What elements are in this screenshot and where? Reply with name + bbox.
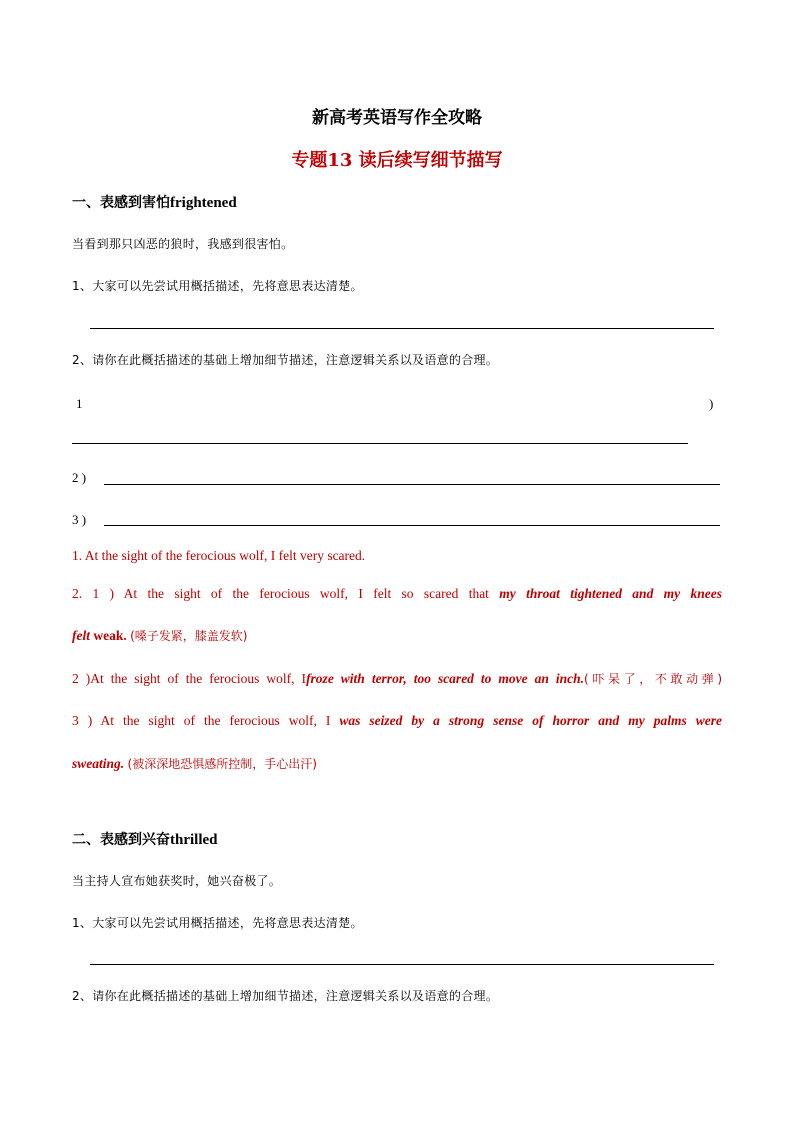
task-instruction-1: 1、大家可以先尝试用概括描述，先将意思表达清楚。 — [72, 916, 363, 930]
answer-4-prefix: 3 ) At the sight of the ferocious wolf, I — [72, 713, 331, 728]
section-heading-cn: 二、表感到兴奋 — [72, 832, 170, 848]
answer-3-emphasis: froze with terror, too scared to move an inch. — [306, 671, 585, 686]
document-subtitle: 专题13 读后续写细节描写 — [291, 150, 503, 171]
prompt-sentence: 当看到那只凶恶的狼时，我感到很害怕。 — [72, 237, 294, 251]
section-heading-en: frightened — [170, 195, 237, 211]
blank-label-3: 3 ) — [72, 512, 87, 527]
section-heading-frightened — [72, 192, 237, 212]
prompt-sentence: 当主持人宣布她获奖时，她兴奋极了。 — [72, 874, 282, 888]
answer-3-cn: (吓呆了，不敢动弹) — [584, 672, 723, 686]
answer-4-emphasis: was seized by a strong sense of horror and my palms were — [339, 713, 722, 728]
answer-1: 1. At the sight of the ferocious wolf, I felt very scared. — [72, 548, 366, 563]
answer-2-emphasis-cont: felt — [72, 628, 90, 643]
task-instruction-2: 2、请你在此概括描述的基础上增加细节描述，注意逻辑关系以及语意的合理。 — [72, 989, 499, 1003]
answer-3 — [72, 670, 722, 687]
answer-2-line-1 — [72, 586, 722, 602]
answer-2-cn: (嗓子发紧，膝盖发软) — [130, 629, 248, 643]
document-title: 新高考英语写作全攻略 — [312, 108, 482, 128]
answer-2-bold: weak. — [93, 628, 127, 643]
task-instruction-1: 1、大家可以先尝试用概括描述，先将意思表达清楚。 — [72, 279, 363, 293]
section-heading-cn: 一、表感到害怕 — [72, 195, 170, 211]
blank-label-paren: ) — [709, 396, 714, 411]
answer-4-cn: (被深深地恐惧感所控制，手心出汗) — [127, 757, 317, 771]
blank-label-2: 2 ) — [72, 470, 87, 485]
answer-blank-line — [90, 328, 714, 329]
answer-3-prefix: 2 )At the sight of the ferocious wolf, I — [72, 671, 307, 686]
answer-4-emphasis-cont: sweating. — [72, 756, 125, 771]
section-heading-thrilled — [72, 829, 218, 849]
answer-4-line-1 — [72, 713, 722, 729]
answer-blank-line — [72, 443, 688, 444]
task-instruction-2: 2、请你在此概括描述的基础上增加细节描述，注意逻辑关系以及语意的合理。 — [72, 353, 499, 367]
answer-blank-line — [90, 964, 714, 965]
answer-blank-line — [104, 484, 720, 485]
section-heading-en: thrilled — [170, 832, 218, 848]
answer-2-line-2 — [72, 627, 248, 644]
blank-label-1: 1 — [76, 396, 83, 411]
answer-blank-line — [104, 525, 720, 526]
answer-2-prefix: 2. 1 ) At the sight of the ferocious wolf, I felt so scared that — [72, 586, 489, 601]
answer-2-emphasis: my throat tightened and my knees — [499, 586, 722, 601]
answer-4-line-2 — [72, 755, 317, 772]
